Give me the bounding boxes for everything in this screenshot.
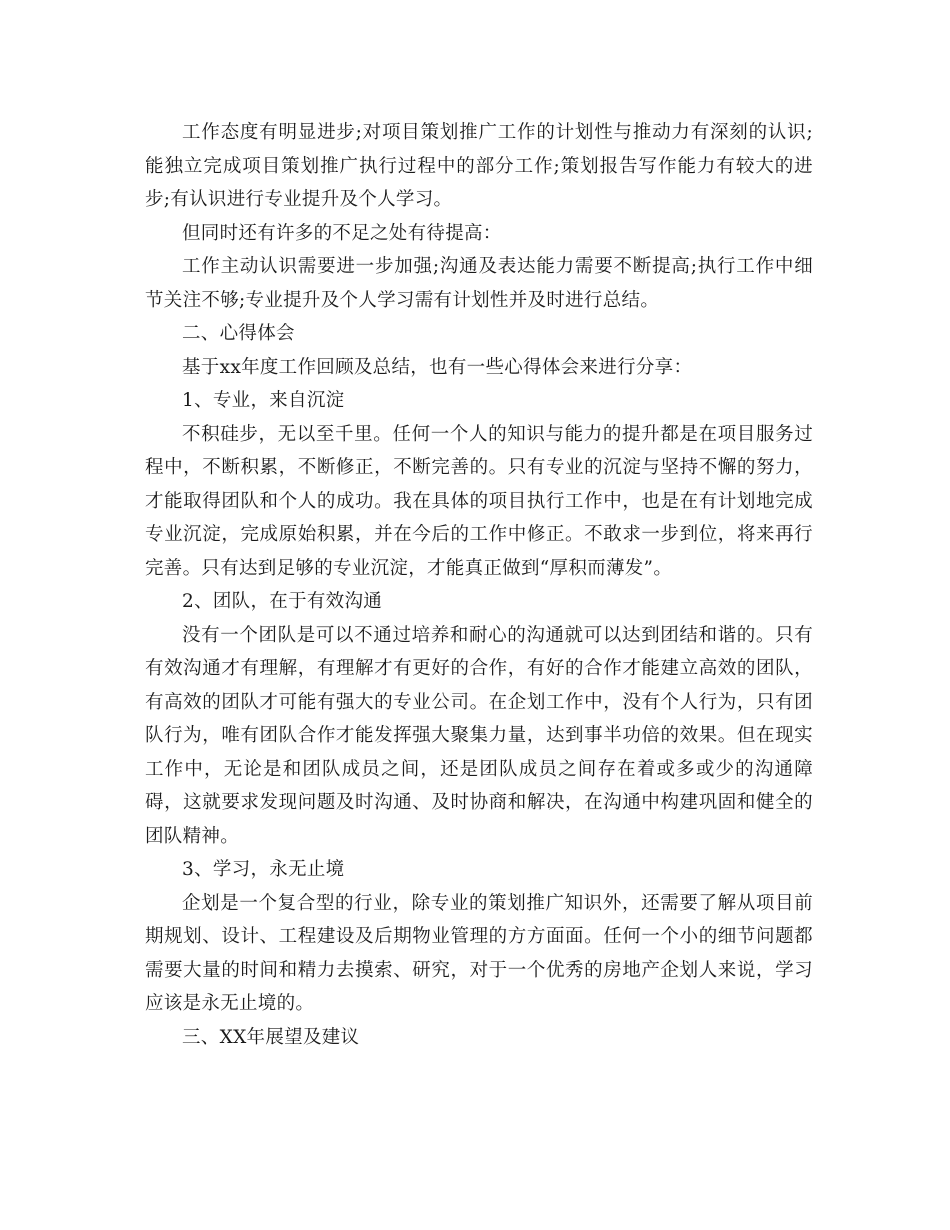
subheading-learning: 3、学习，永无止境 bbox=[182, 859, 345, 880]
subheading-team: 2、团队，在于有效沟通 bbox=[182, 591, 383, 612]
paragraph-progress: 工作态度有明显进步;对项目策划推广工作的计划性与推动力有深刻的认识;能独立完成项目策划推广执行过程中的部分工作;策划报告写作能力有较大的进步;有认识进行专业提升及个人学习。 bbox=[145, 122, 813, 210]
section-heading-experience: 二、心得体会 bbox=[182, 323, 295, 344]
section-heading-outlook: 三、XX年展望及建议 bbox=[182, 1026, 360, 1048]
paragraph-learning: 企划是一个复合型的行业，除专业的策划推广知识外，还需要了解从项目前期规划、设计、工程建设及后期物业管理的方方面面。任何一个小的细节问题都需要大量的时间和精力去摸索、研究，对于一个优秀的房地产企划人来说，学习应该是永无止境的。 bbox=[145, 892, 813, 1014]
paragraph-experience-intro: 基于xx年度工作回顾及总结，也有一些心得体会来进行分享： bbox=[182, 356, 693, 378]
document-body bbox=[145, 116, 813, 1054]
paragraph-shortcomings-intro: 但同时还有许多的不足之处有待提高： bbox=[182, 222, 502, 244]
paragraph-professional: 不积硅步，无以至千里。任何一个人的知识与能力的提升都是在项目服务过程中，不断积累，不断修正，不断完善的。只有专业的沉淀与坚持不懈的努力，才能取得团队和个人的成功。我在具体的项目执行工作中，也是在有计划地完成专业沉淀，完成原始积累，并在今后的工作中修正。不敢求一步到位，将来再行完善。只有达到足够的专业沉淀，才能真正做到“厚积而薄发”。 bbox=[145, 423, 813, 579]
paragraph-shortcomings: 工作主动认识需要进一步加强;沟通及表达能力需要不断提高;执行工作中细节关注不够;专业提升及个人学习需有计划性并及时进行总结。 bbox=[145, 256, 813, 311]
paragraph-team: 没有一个团队是可以不通过培养和耐心的沟通就可以达到团结和谐的。只有有效沟通才有理解，有理解才有更好的合作，有好的合作才能建立高效的团队，有高效的团队才可能有强大的专业公司。在企划工作中，没有个人行为，只有团队行为，唯有团队合作才能发挥强大聚集力量，达到事半功倍的效果。但在现实工作中，无论是和团队成员之间，还是团队成员之间存在着或多或少的沟通障碍，这就要求发现问题及时沟通、及时协商和解决，在沟通中构建巩固和健全的团队精神。 bbox=[145, 624, 813, 847]
subheading-professional: 1、专业，来自沉淀 bbox=[182, 390, 345, 411]
